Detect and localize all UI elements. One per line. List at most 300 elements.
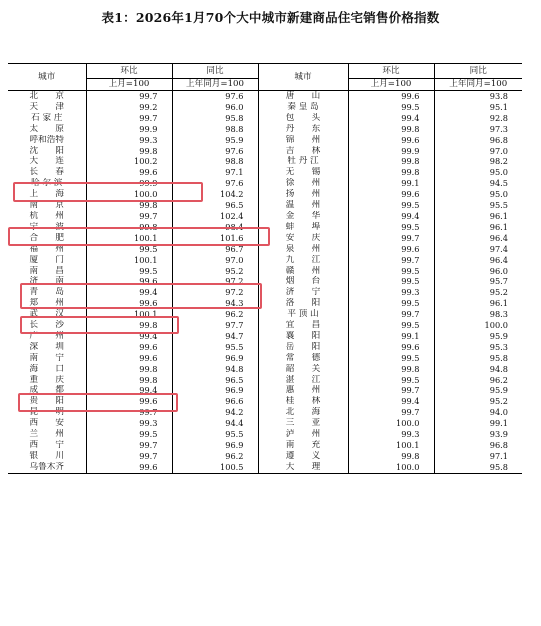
- right-mom-cell: [348, 407, 434, 418]
- right-yoy-text: 95.2: [489, 287, 508, 298]
- left-city-cell: [8, 102, 86, 113]
- right-mom-header: 环比: [348, 64, 434, 79]
- left-city-cell: [8, 440, 86, 451]
- right-yoy-cell: [434, 407, 522, 418]
- left-yoy-cell: [172, 331, 258, 342]
- right-city-header: 城市: [258, 64, 348, 91]
- right-city-cell: [258, 113, 348, 124]
- left-city-cell: [8, 462, 86, 473]
- left-yoy-text: 95.5: [225, 429, 244, 440]
- right-mom-text: 99.8: [401, 156, 420, 167]
- right-city-text: 金 华: [285, 210, 321, 221]
- left-city-cell: [8, 451, 86, 462]
- table-row: [8, 440, 522, 451]
- right-yoy-text: 96.8: [489, 440, 508, 450]
- left-yoy-cell: [172, 364, 258, 375]
- right-city-text: 秦 皇 岛: [287, 101, 319, 112]
- right-mom-cell: [348, 375, 434, 386]
- left-city-cell: [8, 255, 86, 266]
- left-mom-text: 99.8: [139, 221, 158, 232]
- left-mom-text: 99.6: [139, 352, 158, 363]
- left-mom-text: 99.6: [139, 341, 158, 352]
- left-mom-text: 99.9: [139, 123, 158, 134]
- left-city-text: 南 昌: [29, 265, 64, 276]
- left-yoy-text: 94.3: [225, 298, 244, 309]
- left-mom-text: 99.8: [139, 363, 158, 374]
- right-city-cell: [258, 200, 348, 211]
- table-row: [8, 375, 522, 386]
- right-yoy-text: 96.1: [489, 298, 508, 309]
- left-yoy-cell: [172, 451, 258, 462]
- right-mom-text: 99.4: [401, 112, 420, 123]
- right-yoy-cell: [434, 113, 522, 124]
- left-yoy-cell: [172, 146, 258, 157]
- right-mom-text: 99.6: [401, 91, 420, 101]
- table-row: [8, 211, 522, 222]
- right-mom-cell: [348, 102, 434, 113]
- left-mom-text: 99.7: [139, 450, 158, 461]
- right-mom-text: 99.6: [401, 341, 420, 352]
- left-yoy-text: 104.2: [220, 189, 244, 200]
- right-yoy-cell: [434, 451, 522, 462]
- left-mom-cell: [86, 124, 172, 135]
- left-city-text: 北 京: [29, 91, 64, 101]
- right-mom-text: 99.5: [401, 276, 420, 287]
- right-mom-text: 99.1: [401, 178, 420, 189]
- right-city-cell: [258, 375, 348, 386]
- left-yoy-text: 98.8: [225, 156, 244, 167]
- left-mom-text: 99.2: [139, 101, 158, 112]
- right-mom-cell: [348, 135, 434, 146]
- right-mom-cell: [348, 266, 434, 277]
- table-row: [8, 124, 522, 135]
- left-yoy-text: 101.6: [220, 232, 244, 243]
- right-yoy-cell: [434, 178, 522, 189]
- left-mom-header: 环比: [86, 64, 172, 79]
- left-city-cell: [8, 113, 86, 124]
- right-mom-cell: [348, 233, 434, 244]
- left-mom-text: 100.1: [134, 309, 158, 320]
- left-mom-text: 99.8: [139, 374, 158, 385]
- right-mom-cell: [348, 320, 434, 331]
- right-yoy-text: 100.0: [484, 320, 508, 331]
- left-yoy-text: 96.2: [225, 450, 244, 461]
- left-city-text: 厦 门: [29, 254, 64, 265]
- left-city-cell: [8, 91, 86, 102]
- right-yoy-cell: [434, 462, 522, 473]
- left-yoy-cell: [172, 385, 258, 396]
- left-yoy-base: 上年同月=100: [172, 79, 258, 91]
- right-yoy-cell: [434, 309, 522, 320]
- left-yoy-cell: [172, 353, 258, 364]
- left-yoy-cell: [172, 167, 258, 178]
- right-yoy-text: 96.2: [489, 374, 508, 385]
- right-city-text: 泸 州: [285, 429, 321, 440]
- right-city-cell: [258, 178, 348, 189]
- table-row: [8, 342, 522, 353]
- left-city-cell: [8, 375, 86, 386]
- right-yoy-cell: [434, 211, 522, 222]
- left-yoy-text: 95.5: [225, 341, 244, 352]
- right-city-text: 平 顶 山: [287, 309, 319, 320]
- left-mom-cell: [86, 91, 172, 102]
- right-city-text: 大 理: [285, 461, 321, 472]
- right-mom-cell: [348, 91, 434, 102]
- right-mom-cell: [348, 146, 434, 157]
- left-mom-cell: [86, 211, 172, 222]
- right-yoy-cell: [434, 124, 522, 135]
- right-city-text: 宜 昌: [285, 320, 321, 331]
- right-city-cell: [258, 156, 348, 167]
- left-yoy-text: 100.5: [220, 461, 244, 472]
- left-yoy-text: 96.5: [225, 374, 244, 385]
- right-yoy-cell: [434, 266, 522, 277]
- right-yoy-cell: [434, 276, 522, 287]
- left-city-cell: [8, 146, 86, 157]
- right-city-cell: [258, 309, 348, 320]
- right-mom-base: 上月=100: [348, 79, 434, 91]
- left-mom-cell: [86, 418, 172, 429]
- right-city-text: 三 亚: [285, 418, 321, 429]
- left-city-cell: [8, 135, 86, 146]
- left-mom-text: 100.1: [134, 254, 158, 265]
- table-row: [8, 167, 522, 178]
- left-city-text: 乌鲁木齐: [29, 461, 64, 472]
- right-yoy-text: 96.1: [489, 210, 508, 221]
- right-yoy-cell: [434, 364, 522, 375]
- left-city-cell: [8, 211, 86, 222]
- left-city-text: 呼和浩特: [29, 134, 64, 145]
- right-mom-cell: [348, 200, 434, 211]
- right-city-text: 吉 林: [285, 145, 321, 156]
- highlight-dalian: [13, 182, 203, 202]
- table-row: [8, 266, 522, 277]
- right-city-text: 丹 东: [285, 123, 321, 134]
- table-row: [8, 102, 522, 113]
- left-mom-text: 100.0: [134, 189, 158, 200]
- left-mom-text: 99.6: [139, 276, 158, 287]
- left-yoy-text: 96.7: [225, 243, 244, 254]
- left-mom-cell: [86, 266, 172, 277]
- right-yoy-cell: [434, 418, 522, 429]
- left-mom-text: 99.6: [139, 167, 158, 178]
- right-city-text: 襄 阳: [285, 330, 321, 341]
- left-city-text: 西 安: [29, 418, 64, 429]
- right-mom-text: 99.4: [401, 210, 420, 221]
- right-yoy-text: 95.3: [489, 341, 508, 352]
- left-yoy-text: 96.0: [225, 101, 244, 112]
- left-city-text: 郑 州: [29, 298, 64, 309]
- right-city-cell: [258, 91, 348, 102]
- right-city-cell: [258, 353, 348, 364]
- left-yoy-text: 97.6: [225, 145, 244, 156]
- right-yoy-text: 95.7: [489, 276, 508, 287]
- left-yoy-text: 96.9: [225, 385, 244, 396]
- right-mom-cell: [348, 385, 434, 396]
- left-mom-cell: [86, 156, 172, 167]
- left-yoy-text: 102.4: [220, 210, 244, 221]
- right-city-text: 韶 关: [285, 363, 321, 374]
- right-city-cell: [258, 407, 348, 418]
- right-yoy-cell: [434, 353, 522, 364]
- left-mom-text: 99.7: [139, 407, 158, 418]
- left-city-cell: [8, 429, 86, 440]
- right-yoy-text: 97.0: [489, 145, 508, 156]
- left-city-text: 海 口: [29, 363, 64, 374]
- right-yoy-cell: [434, 189, 522, 200]
- right-city-text: 锦 州: [285, 134, 321, 145]
- left-mom-text: 99.6: [139, 461, 158, 472]
- right-city-cell: [258, 298, 348, 309]
- left-city-text: 沈 阳: [29, 145, 64, 156]
- right-city-cell: [258, 102, 348, 113]
- right-yoy-cell: [434, 331, 522, 342]
- left-city-text: 银 川: [29, 450, 64, 461]
- right-city-text: 九 江: [285, 254, 321, 265]
- right-city-cell: [258, 135, 348, 146]
- left-city-text: 合 肥: [29, 232, 64, 243]
- left-yoy-text: 95.8: [225, 112, 244, 123]
- right-city-cell: [258, 167, 348, 178]
- left-city-text: 南 宁: [29, 352, 64, 363]
- left-yoy-cell: [172, 396, 258, 407]
- right-yoy-text: 95.8: [489, 352, 508, 363]
- left-yoy-cell: [172, 255, 258, 266]
- left-yoy-text: 97.6: [225, 178, 244, 189]
- left-yoy-text: 94.2: [225, 407, 244, 418]
- right-yoy-cell: [434, 146, 522, 157]
- right-city-text: 南 充: [285, 440, 321, 450]
- left-city-text: 贵 阳: [29, 396, 64, 407]
- right-yoy-base: 上年同月=100: [434, 79, 522, 91]
- left-yoy-text: 97.1: [225, 167, 244, 178]
- right-mom-cell: [348, 113, 434, 124]
- left-mom-text: 99.5: [139, 429, 158, 440]
- left-city-header: 城市: [8, 64, 86, 91]
- right-city-cell: [258, 418, 348, 429]
- right-yoy-text: 95.0: [489, 189, 508, 200]
- right-city-text: 泉 州: [285, 243, 321, 254]
- left-yoy-text: 98.4: [225, 221, 244, 232]
- left-yoy-text: 96.9: [225, 352, 244, 363]
- right-city-cell: [258, 385, 348, 396]
- right-city-text: 湛 江: [285, 374, 321, 385]
- right-yoy-cell: [434, 429, 522, 440]
- table-row: [8, 113, 522, 124]
- right-city-cell: [258, 440, 348, 451]
- left-mom-cell: [86, 462, 172, 473]
- right-city-text: 桂 林: [285, 396, 321, 407]
- left-yoy-text: 97.7: [225, 320, 244, 331]
- right-yoy-cell: [434, 375, 522, 386]
- left-mom-cell: [86, 135, 172, 146]
- right-mom-text: 99.7: [401, 232, 420, 243]
- left-city-text: 福 州: [29, 243, 64, 254]
- right-mom-cell: [348, 124, 434, 135]
- left-yoy-cell: [172, 211, 258, 222]
- left-mom-text: 99.8: [139, 320, 158, 331]
- table-row: [8, 156, 522, 167]
- left-yoy-text: 95.9: [225, 134, 244, 145]
- left-yoy-text: 94.7: [225, 330, 244, 341]
- right-mom-text: 99.5: [401, 221, 420, 232]
- left-yoy-cell: [172, 124, 258, 135]
- right-mom-text: 99.7: [401, 407, 420, 418]
- right-mom-text: 99.8: [401, 123, 420, 134]
- right-yoy-cell: [434, 233, 522, 244]
- table-row: [8, 146, 522, 157]
- left-yoy-cell: [172, 156, 258, 167]
- left-city-cell: [8, 364, 86, 375]
- right-mom-cell: [348, 178, 434, 189]
- left-yoy-cell: [172, 440, 258, 451]
- table-row: [8, 255, 522, 266]
- left-city-text: 昆 明: [29, 407, 64, 418]
- right-mom-text: 99.7: [401, 385, 420, 396]
- right-mom-text: 99.5: [401, 101, 420, 112]
- left-mom-text: 99.5: [139, 265, 158, 276]
- right-yoy-text: 95.1: [489, 101, 508, 112]
- left-city-text: 成 都: [29, 385, 64, 396]
- left-yoy-text: 95.2: [225, 265, 244, 276]
- left-city-text: 长 沙: [29, 320, 64, 331]
- right-yoy-text: 96.4: [489, 254, 508, 265]
- left-mom-text: 99.4: [139, 385, 158, 396]
- right-yoy-cell: [434, 135, 522, 146]
- right-yoy-text: 94.5: [489, 178, 508, 189]
- right-city-cell: [258, 146, 348, 157]
- left-yoy-cell: [172, 266, 258, 277]
- left-city-text: 石 家 庄: [31, 112, 63, 123]
- table-title: 表1：2026年1月70个大中城市新建商品住宅销售价格指数: [101, 10, 440, 25]
- left-yoy-cell: [172, 320, 258, 331]
- right-yoy-cell: [434, 156, 522, 167]
- right-city-cell: [258, 222, 348, 233]
- left-yoy-text: 96.6: [225, 396, 244, 407]
- right-yoy-text: 95.8: [489, 461, 508, 472]
- right-yoy-cell: [434, 287, 522, 298]
- left-yoy-cell: [172, 113, 258, 124]
- right-yoy-cell: [434, 298, 522, 309]
- left-city-text: 天 津: [29, 101, 64, 112]
- left-mom-cell: [86, 113, 172, 124]
- left-city-text: 广 州: [29, 330, 64, 341]
- table-row: [8, 91, 522, 102]
- table-row: [8, 418, 522, 429]
- price-index-table: [8, 63, 522, 474]
- right-mom-text: 99.8: [401, 363, 420, 374]
- right-mom-cell: [348, 364, 434, 375]
- left-city-cell: [8, 156, 86, 167]
- left-city-text: 长 春: [29, 167, 64, 178]
- right-city-text: 烟 台: [285, 276, 321, 287]
- table-row: [8, 451, 522, 462]
- right-mom-text: 99.6: [401, 243, 420, 254]
- left-city-cell: [8, 342, 86, 353]
- left-mom-text: 99.8: [139, 200, 158, 211]
- right-mom-cell: [348, 156, 434, 167]
- highlight-shanghai: [8, 227, 270, 246]
- right-yoy-text: 96.1: [489, 221, 508, 232]
- right-yoy-cell: [434, 244, 522, 255]
- left-city-text: 太 原: [29, 123, 64, 134]
- left-yoy-cell: [172, 407, 258, 418]
- left-city-text: 青 岛: [29, 287, 64, 298]
- highlight-xiamen: [20, 316, 179, 334]
- left-mom-text: 99.9: [139, 178, 158, 189]
- left-yoy-text: 96.5: [225, 200, 244, 211]
- right-mom-text: 99.3: [401, 287, 420, 298]
- right-mom-cell: [348, 331, 434, 342]
- right-mom-text: 99.3: [401, 429, 420, 440]
- left-mom-text: 99.7: [139, 112, 158, 123]
- left-city-cell: [8, 124, 86, 135]
- right-city-cell: [258, 320, 348, 331]
- right-city-cell: [258, 287, 348, 298]
- right-mom-text: 99.6: [401, 134, 420, 145]
- right-yoy-cell: [434, 385, 522, 396]
- left-city-cell: [8, 266, 86, 277]
- left-mom-text: 99.6: [139, 298, 158, 309]
- left-yoy-cell: [172, 418, 258, 429]
- left-mom-base: 上月=100: [86, 79, 172, 91]
- left-city-text: 兰 州: [29, 429, 64, 440]
- left-city-text: 深 圳: [29, 341, 64, 352]
- left-yoy-cell: [172, 102, 258, 113]
- right-mom-cell: [348, 440, 434, 451]
- left-city-text: 重 庆: [29, 374, 64, 385]
- right-mom-cell: [348, 189, 434, 200]
- right-yoy-text: 98.2: [489, 156, 508, 167]
- left-city-cell: [8, 353, 86, 364]
- right-mom-text: 99.5: [401, 265, 420, 276]
- right-yoy-text: 95.0: [489, 167, 508, 178]
- right-yoy-cell: [434, 320, 522, 331]
- left-city-text: 大 连: [29, 156, 64, 167]
- right-city-cell: [258, 462, 348, 473]
- left-mom-cell: [86, 429, 172, 440]
- right-city-cell: [258, 233, 348, 244]
- right-mom-cell: [348, 222, 434, 233]
- right-yoy-text: 93.8: [489, 91, 508, 101]
- right-mom-text: 100.0: [396, 418, 420, 429]
- right-mom-cell: [348, 429, 434, 440]
- right-mom-cell: [348, 211, 434, 222]
- right-city-text: 牡 丹 江: [287, 156, 319, 167]
- right-city-cell: [258, 331, 348, 342]
- table-row: [8, 462, 522, 473]
- right-yoy-cell: [434, 91, 522, 102]
- highlight-wuhan: [18, 393, 178, 412]
- left-mom-text: 99.4: [139, 330, 158, 341]
- left-city-text: 哈 尔 滨: [31, 178, 63, 189]
- right-yoy-cell: [434, 396, 522, 407]
- right-mom-text: 99.6: [401, 189, 420, 200]
- right-mom-text: 99.8: [401, 167, 420, 178]
- left-yoy-text: 94.4: [225, 418, 244, 429]
- right-city-cell: [258, 429, 348, 440]
- highlight-hefei: [20, 283, 262, 309]
- right-yoy-cell: [434, 440, 522, 451]
- right-yoy-text: 96.0: [489, 265, 508, 276]
- right-city-cell: [258, 189, 348, 200]
- left-mom-text: 100.1: [134, 232, 158, 243]
- right-mom-text: 100.0: [396, 461, 420, 472]
- right-yoy-text: 95.9: [489, 330, 508, 341]
- right-yoy-cell: [434, 102, 522, 113]
- right-mom-text: 99.8: [401, 450, 420, 461]
- right-yoy-cell: [434, 255, 522, 266]
